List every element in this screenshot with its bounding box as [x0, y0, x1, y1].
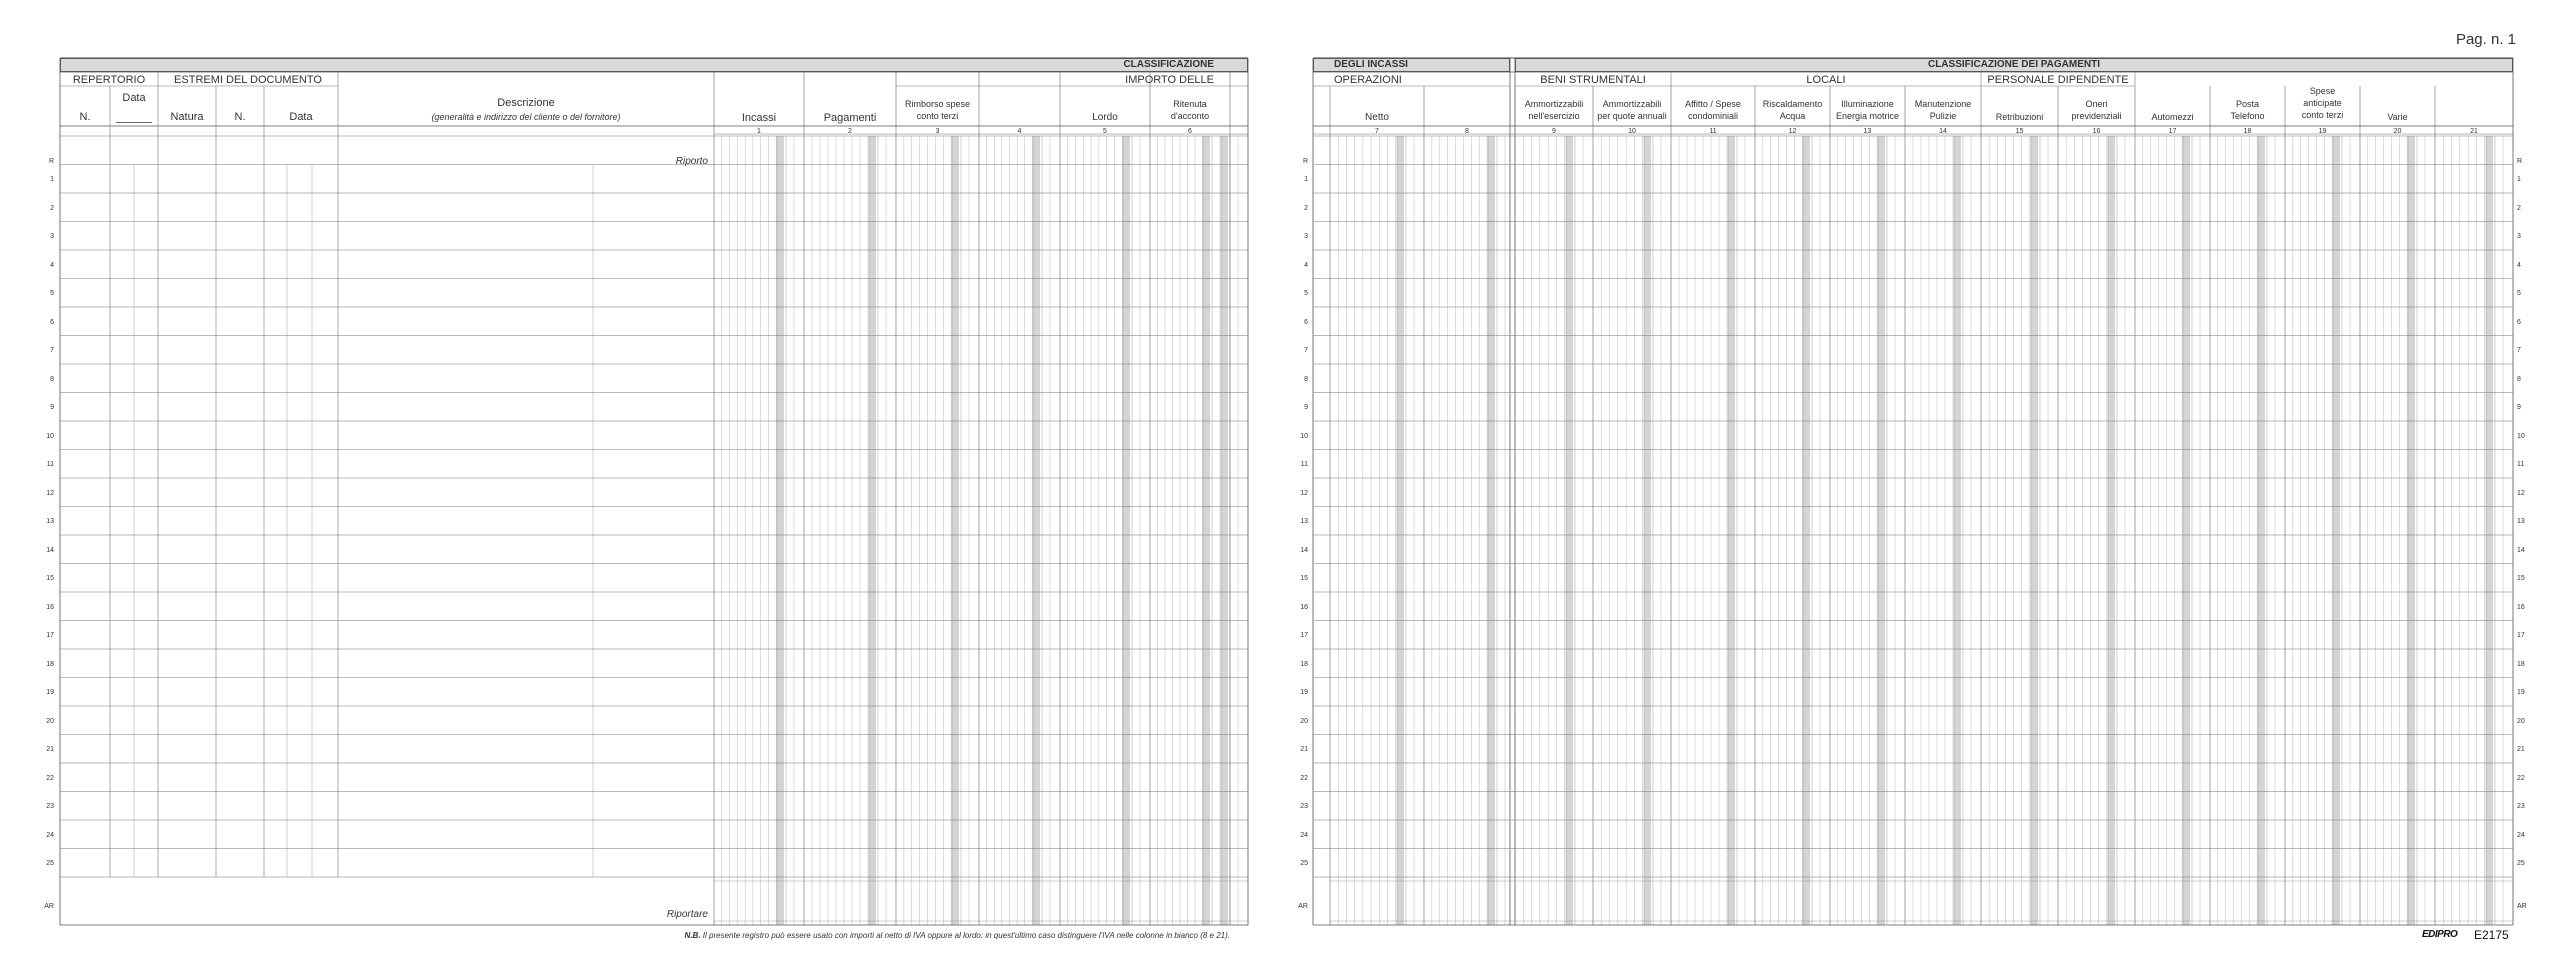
col-number: 6 — [1188, 128, 1192, 135]
row-label: 7 — [2517, 347, 2521, 355]
row-label: 15 — [1300, 575, 1308, 583]
col-number: 19 — [2318, 128, 2327, 135]
classificazione-title: CLASSIFICAZIONE — [1123, 59, 1214, 70]
col-number: 2 — [848, 128, 852, 135]
row-label: 24 — [46, 831, 54, 839]
ritenuta-header-1: Ritenuta — [1173, 99, 1207, 109]
col-number: 17 — [2168, 128, 2177, 135]
affitto-header-1: Affitto / Spese — [1685, 99, 1741, 109]
row-label: 11 — [46, 461, 54, 469]
col-natura-header: Natura — [170, 111, 204, 123]
spese-header-1: Spese — [2309, 86, 2336, 96]
row-label: 10 — [1300, 432, 1308, 440]
row-label: 17 — [1300, 632, 1308, 640]
col-data-rep-header: Data — [122, 92, 146, 104]
row-label: 13 — [2517, 518, 2525, 526]
row-label: 15 — [2517, 575, 2525, 583]
ammort2-header-1: Ammortizzabili — [1602, 99, 1662, 109]
row-label: 23 — [1300, 803, 1308, 811]
riportare-label: Riportare — [666, 909, 708, 920]
row-label: 21 — [1300, 746, 1308, 754]
row-label: 1 — [2517, 176, 2521, 184]
row-label: 20 — [2517, 717, 2525, 725]
row-label: 25 — [2517, 860, 2525, 868]
degli-incassi-title: DEGLI INCASSI — [1334, 59, 1408, 70]
row-label: 19 — [1300, 689, 1308, 697]
row-label: 15 — [46, 575, 54, 583]
illuminazione-header-1: Illuminazione — [1841, 99, 1894, 109]
riscaldamento-header-2: Acqua — [1779, 111, 1806, 121]
spese-header-3: conto terzi — [2301, 110, 2344, 120]
col-number: 1 — [757, 128, 761, 135]
row-label: 20 — [46, 717, 54, 725]
row-label: 4 — [50, 261, 54, 269]
col-number: 3 — [935, 128, 940, 135]
row-label: 18 — [46, 660, 54, 668]
row-label: 3 — [1304, 233, 1308, 241]
row-label: 10 — [2517, 432, 2525, 440]
classificazione-band — [60, 58, 1248, 72]
row-label: 4 — [2517, 261, 2521, 269]
posta-header-2: Telefono — [2230, 111, 2265, 121]
row-label: 19 — [46, 689, 54, 697]
row-label: 7 — [50, 347, 54, 355]
descrizione-subheader: (generalità e indirizzo del cliente o del fornitore) — [431, 112, 621, 122]
col-data-header: Data — [289, 111, 313, 123]
row-label: 8 — [2517, 375, 2521, 383]
row-label: 14 — [46, 546, 54, 554]
col-number: 18 — [2243, 128, 2252, 135]
row-label: 5 — [2517, 290, 2521, 298]
row-label: R — [2517, 157, 2523, 165]
row-label: 22 — [1300, 774, 1308, 782]
illuminazione-header-2: Energia motrice — [1835, 111, 1900, 121]
importo-delle-title: IMPORTO DELLE — [1125, 74, 1214, 86]
col-n-header: N. — [79, 111, 91, 123]
row-label: 11 — [1300, 461, 1308, 469]
row-label: 3 — [50, 233, 54, 241]
nb-note — [500, 932, 1230, 940]
row-label: 19 — [2517, 689, 2525, 697]
col-number: 10 — [1628, 128, 1636, 135]
row-label: R — [48, 157, 54, 165]
incassi-header: Incassi — [741, 112, 777, 124]
manutenzione-header-2: Pulizie — [1929, 111, 1957, 121]
riporto-label: Riporto — [675, 156, 708, 167]
row-label: 16 — [2517, 603, 2525, 611]
manutenzione-header-1: Manutenzione — [1914, 99, 1972, 109]
ammort1-header-2: nell'esercizio — [1528, 111, 1580, 121]
col-number: 4 — [1017, 128, 1022, 135]
row-label: 22 — [2517, 774, 2525, 782]
row-label: 22 — [46, 774, 54, 782]
row-label: 6 — [2517, 318, 2521, 326]
row-label: 18 — [2517, 660, 2525, 668]
nb-text: Il presente registro può essere usato con importi al netto di IVA oppure al lordo: in quest'ultimo caso distinguere l'IVA nelle colonne in bianco (8 e 21). — [702, 931, 1230, 940]
col-number: 15 — [2015, 128, 2024, 135]
row-label: 14 — [2517, 546, 2525, 554]
row-label: 7 — [1304, 347, 1308, 355]
row-label: 10 — [46, 432, 54, 440]
col-number: 20 — [2393, 128, 2402, 135]
row-label: 12 — [46, 489, 54, 497]
row-label: R — [1302, 157, 1308, 165]
row-label: 14 — [1300, 546, 1308, 554]
col-number: 5 — [1103, 128, 1107, 135]
ammort2-header-2: per quote annuali — [1597, 111, 1667, 121]
row-label: 8 — [50, 375, 54, 383]
personale-header: PERSONALE DIPENDENTE — [1987, 74, 2129, 86]
col-number: 16 — [2092, 128, 2101, 135]
page-label: Pag. n. 1 — [2455, 31, 2516, 48]
row-label: AR — [2517, 903, 2527, 910]
row-label: 24 — [2517, 831, 2525, 839]
col-number: 11 — [1709, 128, 1717, 135]
row-label: 16 — [1300, 603, 1308, 611]
row-label: 17 — [2517, 632, 2525, 640]
col-number: 8 — [1465, 128, 1469, 135]
operazioni-title: OPERAZIONI — [1334, 74, 1402, 86]
row-label: 25 — [46, 860, 54, 868]
affitto-header-2: condominiali — [1687, 111, 1739, 121]
automezzi-header: Automezzi — [2151, 112, 2194, 122]
oneri-header-2: previdenziali — [2071, 111, 2122, 121]
nb-bold: N.B. — [684, 931, 701, 940]
lordo-header: Lordo — [1092, 112, 1118, 123]
edipro-logo: EDIPRO — [2422, 929, 2458, 940]
ritenuta-header-2: d'acconto — [1170, 111, 1210, 121]
row-label: 1 — [50, 176, 54, 184]
ammort1-header-1: Ammortizzabili — [1524, 99, 1584, 109]
row-label: 20 — [1300, 717, 1308, 725]
row-label: 9 — [50, 404, 54, 412]
col-number: 12 — [1788, 128, 1797, 135]
row-label: 23 — [46, 803, 54, 811]
row-label: 2 — [2517, 204, 2521, 212]
oneri-header-1: Oneri — [2085, 99, 2108, 109]
row-label: 18 — [1300, 660, 1308, 668]
row-label: 1 — [1304, 176, 1308, 184]
row-label: 25 — [1300, 860, 1308, 868]
varie-header: Varie — [2387, 112, 2408, 122]
row-label: 13 — [1300, 518, 1308, 526]
row-label: 23 — [2517, 803, 2525, 811]
row-label: 17 — [46, 632, 54, 640]
row-label: 9 — [1304, 404, 1308, 412]
row-label: 11 — [2517, 461, 2525, 469]
netto-header: Netto — [1365, 112, 1389, 123]
col-number: 14 — [1939, 128, 1947, 135]
row-label: 6 — [1304, 318, 1308, 326]
col-number: 7 — [1375, 128, 1379, 135]
riscaldamento-header-1: Riscaldamento — [1762, 99, 1823, 109]
row-label: AR — [44, 903, 54, 910]
row-label: 9 — [2517, 404, 2521, 412]
descrizione-header: Descrizione — [497, 97, 555, 109]
col-number: 21 — [2470, 128, 2478, 135]
row-label: AR — [1298, 903, 1308, 910]
product-code: E2175 — [2474, 928, 2509, 942]
pagamenti-header: Pagamenti — [823, 112, 877, 124]
row-label: 13 — [46, 518, 54, 526]
row-label: 3 — [2517, 233, 2521, 241]
row-label: 5 — [50, 290, 54, 298]
row-label: 21 — [46, 746, 54, 754]
row-label: 8 — [1304, 375, 1308, 383]
posta-header-1: Posta — [2235, 99, 2259, 109]
row-label: 5 — [1304, 290, 1308, 298]
col-number: 13 — [1863, 128, 1872, 135]
spese-header-2: anticipate — [2303, 98, 2342, 108]
estremi-header: ESTREMI DEL DOCUMENTO — [174, 74, 322, 86]
col-n2-header: N. — [234, 111, 246, 123]
row-label: 4 — [1304, 261, 1308, 269]
row-label: 24 — [1300, 831, 1308, 839]
locali-header: LOCALI — [1806, 74, 1846, 86]
classificazione-pagamenti-title: CLASSIFICAZIONE DEI PAGAMENTI — [1927, 59, 2101, 70]
rimborso-header-2: conto terzi — [916, 111, 959, 121]
row-label: 16 — [46, 603, 54, 611]
row-label: 21 — [2517, 746, 2525, 754]
col-number: 9 — [1552, 128, 1556, 135]
row-label: 12 — [1300, 489, 1308, 497]
beni-strumentali-header: BENI STRUMENTALI — [1540, 74, 1646, 86]
row-label: 6 — [50, 318, 54, 326]
row-label: 2 — [50, 204, 54, 212]
repertorio-header: REPERTORIO — [72, 74, 146, 86]
row-label: 2 — [1304, 204, 1308, 212]
row-label: 12 — [2517, 489, 2525, 497]
data-underline — [116, 122, 152, 123]
rimborso-header-1: Rimborso spese — [904, 99, 971, 109]
retribuzioni-header: Retribuzioni — [1995, 112, 2044, 122]
